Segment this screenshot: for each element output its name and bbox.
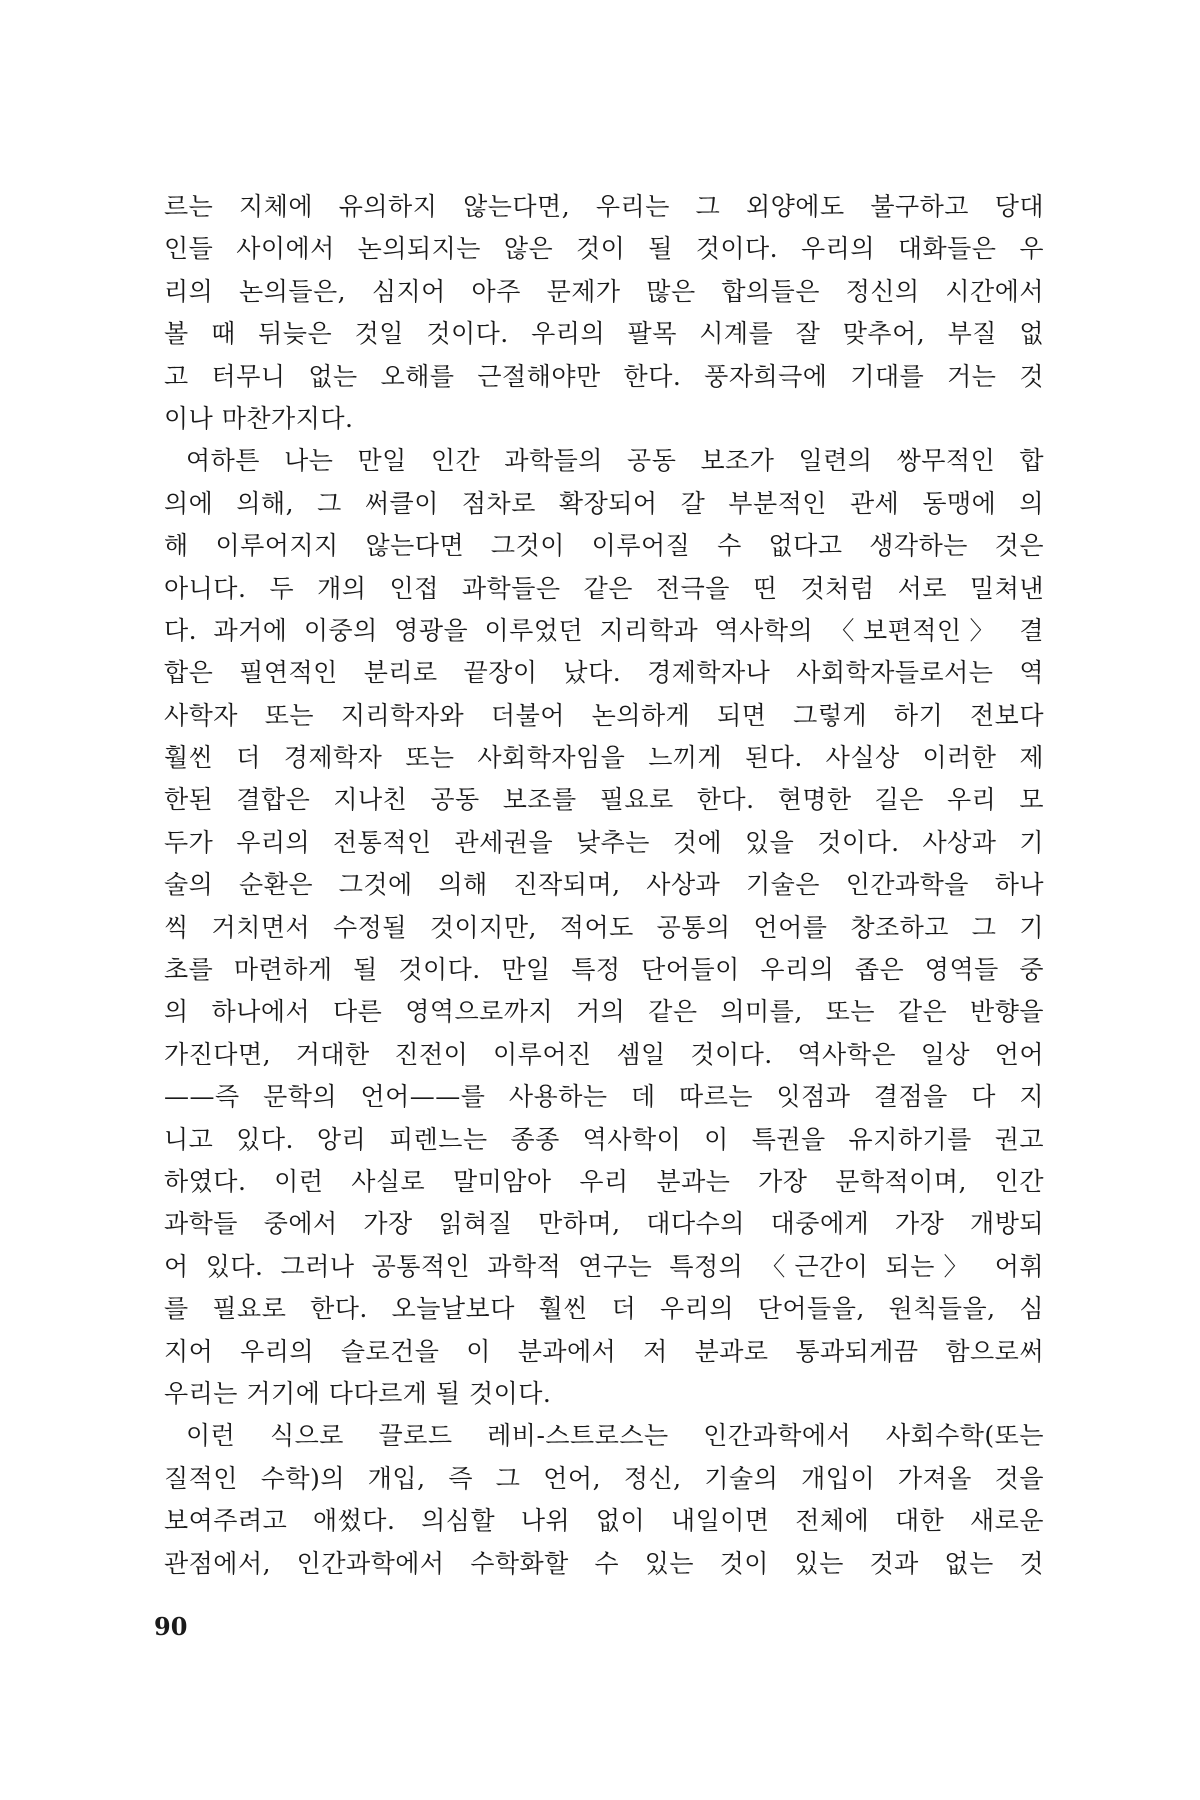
text-line: 술의 순환은 그것에 의해 진작되며, 사상과 기술은 인간과학을 하나 <box>164 870 1044 900</box>
text-line: 르는 지체에 유의하지 않는다면, 우리는 그 외양에도 불구하고 당대 <box>164 192 1044 221</box>
text-line: 하였다. 이런 사실로 말미암아 우리 분과는 가장 문학적이며, 인간 <box>164 1166 1044 1196</box>
text-line: 한된 결합은 지나친 공동 보조를 필요로 한다. 현명한 길은 우리 모 <box>164 785 1044 815</box>
text-line: 다. 과거에 이중의 영광을 이루었던 지리학과 역사학의 〈보편적인〉 결 <box>164 615 1044 645</box>
text-line: 아니다. 두 개의 인접 과학들은 같은 전극을 띤 것처럼 서로 밀쳐낸 <box>164 573 1044 603</box>
page-number: 90 <box>154 1612 188 1641</box>
text-line: 훨씬 더 경제학자 또는 사회학자임을 느끼게 된다. 사실상 이러한 제 <box>164 743 1044 773</box>
text-line: 의에 의해, 그 써클이 점차로 확장되어 갈 부분적인 관세 동맹에 의 <box>164 488 1044 518</box>
text-line: ——즉 문학의 언어——를 사용하는 데 따르는 잇점과 결점을 다 지 <box>164 1082 1044 1112</box>
text-line: 과학들 중에서 가장 읽혀질 만하며, 대다수의 대중에게 가장 개방되 <box>164 1209 1044 1239</box>
text-line: 합은 필연적인 분리로 끝장이 났다. 경제학자나 사회학자들로서는 역 <box>164 658 1044 688</box>
text-line: 사학자 또는 지리학자와 더불어 논의하게 되면 그렇게 하기 전보다 <box>164 700 1044 730</box>
text-line: 우리는 거기에 다다르게 될 것이다. <box>164 1378 552 1408</box>
text-line: 지어 우리의 슬로건을 이 분과에서 저 분과로 통과되게끔 함으로써 <box>164 1336 1044 1366</box>
text-line: 를 필요로 한다. 오늘날보다 훨씬 더 우리의 단어들을, 원칙들을, 심 <box>164 1294 1044 1324</box>
paragraph-start-line: 이런 식으로 끌로드 레비-스트로스는 인간과학에서 사회수학(또는 <box>186 1421 1044 1451</box>
body-text <box>164 186 1044 1585</box>
text-line: 어 있다. 그러나 공통적인 과학적 연구는 특정의 〈근간이 되는〉 어휘 <box>164 1251 1044 1281</box>
text-line: 이나 마찬가지다. <box>164 403 354 433</box>
text-line: 니고 있다. 앙리 피렌느는 종종 역사학이 이 특권을 유지하기를 권고 <box>164 1124 1044 1154</box>
text-line: 초를 마련하게 될 것이다. 만일 특정 단어들이 우리의 좁은 영역들 중 <box>164 955 1044 985</box>
text-line: 가진다면, 거대한 진전이 이루어진 셈일 것이다. 역사학은 일상 언어 <box>164 1039 1044 1069</box>
text-line: 보여주려고 애썼다. 의심할 나위 없이 내일이면 전체에 대한 새로운 <box>164 1506 1044 1536</box>
text-line: 두가 우리의 전통적인 관세권을 낮추는 것에 있을 것이다. 사상과 기 <box>164 827 1044 857</box>
text-line: 인들 사이에서 논의되지는 않은 것이 될 것이다. 우리의 대화들은 우 <box>164 234 1044 264</box>
text-line: 씩 거치면서 수정될 것이지만, 적어도 공통의 언어를 창조하고 그 기 <box>164 912 1044 942</box>
text-line: 볼 때 뒤늦은 것일 것이다. 우리의 팔목 시계를 잘 맞추어, 부질 없 <box>164 319 1044 349</box>
text-line: 리의 논의들은, 심지어 아주 문제가 많은 합의들은 정신의 시간에서 <box>164 276 1044 306</box>
text-line: 고 터무니 없는 오해를 근절해야만 한다. 풍자희극에 기대를 거는 것 <box>164 361 1044 391</box>
text-line: 질적인 수학)의 개입, 즉 그 언어, 정신, 기술의 개입이 가져올 것을 <box>164 1463 1044 1493</box>
text-line: 해 이루어지지 않는다면 그것이 이루어질 수 없다고 생각하는 것은 <box>164 531 1044 561</box>
paragraph-start-line: 여하튼 나는 만일 인간 과학들의 공동 보조가 일련의 쌍무적인 합 <box>186 446 1044 476</box>
text-line: 관점에서, 인간과학에서 수학화할 수 있는 것이 있는 것과 없는 것 <box>164 1548 1044 1578</box>
text-line: 의 하나에서 다른 영역으로까지 거의 같은 의미를, 또는 같은 반향을 <box>164 997 1044 1027</box>
